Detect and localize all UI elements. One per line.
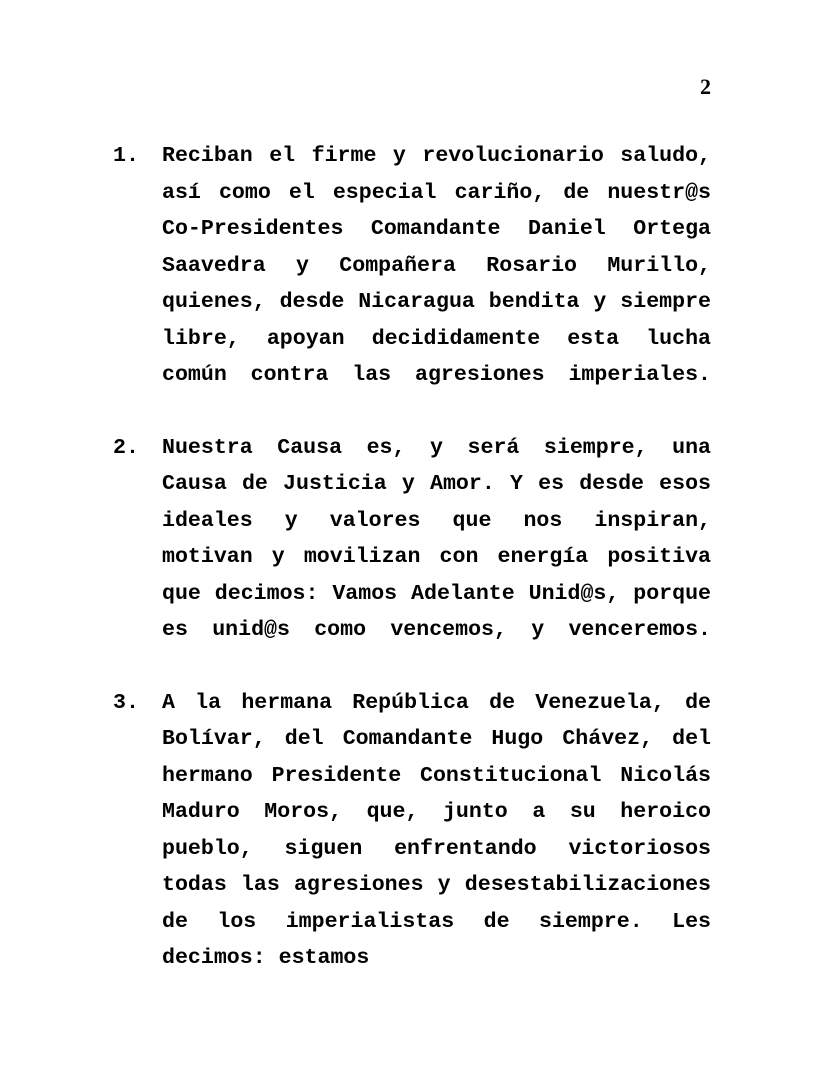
paragraph-marker-3: 3. xyxy=(113,690,139,715)
numbered-paragraph-1 xyxy=(113,138,711,394)
paragraph-marker-1: 1. xyxy=(113,144,139,168)
paragraph-text-1: Reciban el firme y revolucionario saludo, así como el especial cariño, de nuestr@s Co-Presidentes Comandante Daniel Ortega Saavedra y Compañera Rosario Murillo, quienes, desde Nicaragua bendita y siempre libre, apoyan decididamente esta lucha común contra las agresiones imperiales. xyxy=(162,144,711,387)
paragraph-text-3: A la hermana República de Venezuela, de Bolívar, del Comandante Hugo Chávez, del hermano Presidente Constitucional Nicolás Maduro Moros, que, junto a su heroico pueblo, siguen enfrentando victoriosos todas las agresiones y desestabilizaciones de los imperialistas de siempre. Les decimos: estamos xyxy=(162,690,711,970)
paragraph-text-2: Nuestra Causa es, y será siempre, una Causa de Justicia y Amor. Y es desde esos ideales y valores que nos inspiran, motivan y movilizan con energía positiva que decimos: Vamos Adelante Unid@s, porque es unid@s como vencemos, y venceremos. xyxy=(162,435,711,642)
numbered-paragraph-2 xyxy=(113,430,711,649)
document-body xyxy=(113,138,711,977)
numbered-paragraph-3 xyxy=(113,685,711,977)
page-number: 2 xyxy=(700,74,711,99)
paragraph-marker-2: 2. xyxy=(113,435,139,460)
